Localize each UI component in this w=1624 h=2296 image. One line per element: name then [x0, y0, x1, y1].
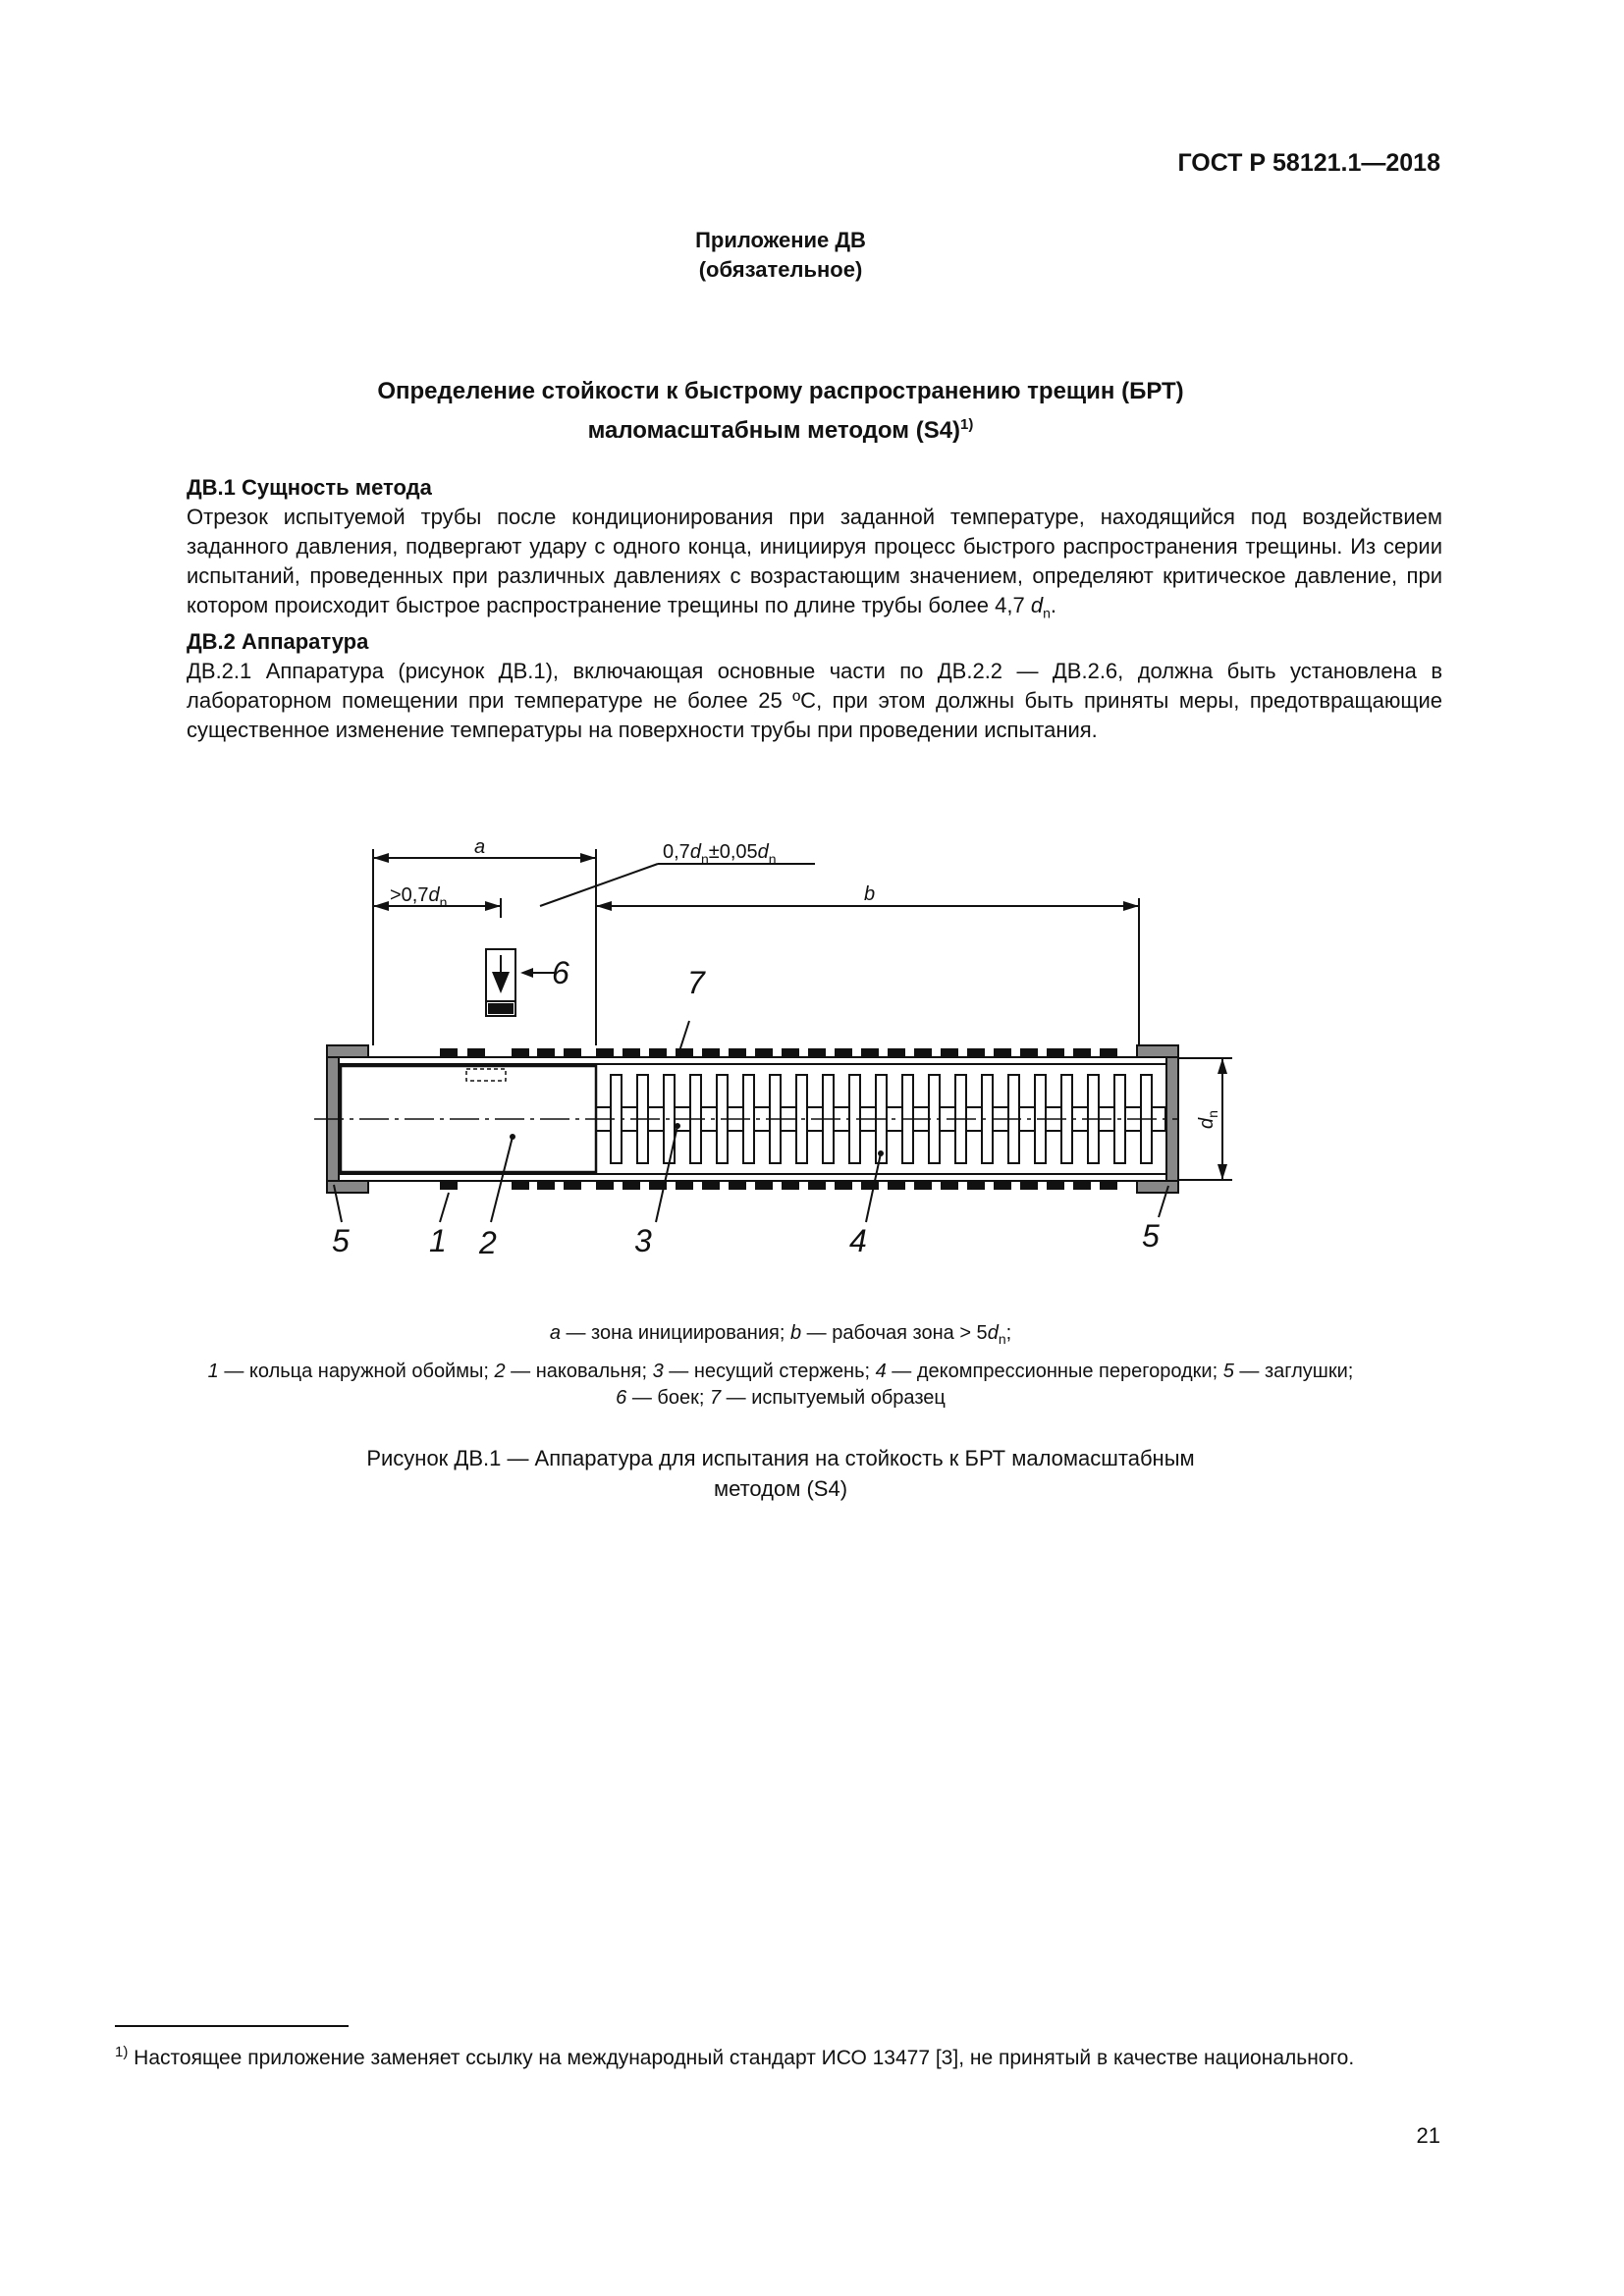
- callout-4: 4: [849, 1223, 867, 1258]
- key-line-1: [0, 1320, 1561, 1353]
- appendix-label: Приложение ДВ: [695, 228, 866, 252]
- key-text-1: — кольца наружной обоймы;: [218, 1361, 495, 1382]
- caption-line-2: методом (S4): [713, 1476, 848, 1501]
- label-tol-n1: n: [700, 851, 709, 867]
- apparatus-diagram: [295, 825, 1276, 1276]
- standard-number: ГОСТ Р 58121.1—2018: [1177, 149, 1440, 177]
- label-b: b: [864, 883, 876, 905]
- label-tol-n2: n: [768, 851, 777, 867]
- label-tol-d2: d: [757, 841, 769, 863]
- callout-5-right: 5: [1142, 1218, 1160, 1254]
- key-num-2: 2: [494, 1361, 506, 1382]
- callout-6: 6: [552, 955, 569, 990]
- key-num-6: 6: [616, 1387, 627, 1409]
- key-num-1: 1: [207, 1361, 219, 1382]
- key-a-text: — зона инициирования;: [560, 1322, 790, 1344]
- arrow-init-left: [373, 901, 389, 911]
- callout-5-left: 5: [332, 1223, 350, 1258]
- appendix-status: (обязательное): [698, 257, 863, 282]
- key-n-sub: n: [998, 1331, 1006, 1347]
- arrow-b-left: [596, 901, 612, 911]
- callout-7: 7: [687, 965, 705, 1000]
- section-1-text: Отрезок испытуемой трубы после кондиционирования при заданной температуре, находящийся под воздействием заданного давления, подвергают удару с одного конца, инициируя процесс быстрого распространения трещины. Из серии испытаний, проведенных при различных давлениях с возрастающим значением, определяют критическое давление, при котором происходит быстрое распространение трещины по длине трубы более 4,7: [187, 505, 1442, 617]
- caption-line-1: Рисунок ДВ.1 — Аппаратура для испытания на стойкость к БРТ маломасштабным: [366, 1446, 1195, 1470]
- key-d-symbol: d: [987, 1322, 999, 1344]
- label-gt07-n: n: [439, 894, 448, 910]
- label-dn-d: d: [1196, 1117, 1218, 1129]
- key-text-4: — декомпрессионные перегородки;: [886, 1361, 1223, 1382]
- key-line-3: [0, 1385, 1561, 1412]
- document-title: [0, 375, 1561, 448]
- page-number: 21: [1416, 2123, 1440, 2148]
- figure-key: [0, 1320, 1561, 1412]
- key-num-3: 3: [652, 1361, 664, 1382]
- key-num-7: 7: [709, 1387, 722, 1409]
- tolerance-leader: [540, 864, 658, 906]
- title-footnote-ref: 1): [960, 416, 974, 433]
- key-text-3: — несущий стержень;: [663, 1361, 876, 1382]
- section-2-heading: ДВ.2 Аппаратура: [187, 629, 369, 655]
- figure-dv1: [295, 825, 1276, 1281]
- arrow-dn-bottom: [1218, 1164, 1227, 1180]
- label-dn-n: n: [1205, 1110, 1220, 1118]
- footnote-separator: [115, 2025, 349, 2027]
- section-2-paragraph: ДВ.2.1 Аппаратура (рисунок ДВ.1), включающая основные части по ДВ.2.2 — ДВ.2.6, должна быть установлена в лабораторном помещении при температуре не более 25 ºС, при этом должны быть приняты меры, предотвращающие существенное изменение температуры на поверхности трубы при проведении испытания.: [187, 659, 1442, 743]
- label-gt07-d: d: [428, 884, 440, 906]
- section-1-heading: ДВ.1 Сущность метода: [187, 475, 432, 500]
- key-text-2: — наковальня;: [505, 1361, 653, 1382]
- figure-caption: [0, 1443, 1561, 1504]
- section-1-end: .: [1050, 593, 1056, 617]
- key-b-text: — рабочая зона > 5: [801, 1322, 988, 1344]
- callout-1: 1: [429, 1223, 447, 1258]
- key-line-2: [0, 1359, 1561, 1385]
- section-1-paragraph: [115, 503, 1442, 627]
- appendix-heading: [0, 226, 1561, 285]
- arrow-a-right: [580, 853, 596, 863]
- section-1-subscript: n: [1043, 605, 1051, 621]
- label-tol-d1: d: [689, 841, 701, 863]
- section-1-symbol: d: [1030, 593, 1044, 617]
- title-line-2-text: маломасштабным методом (S4): [587, 417, 961, 444]
- callout-2: 2: [479, 1225, 497, 1260]
- label-tol-a: 0,7: [663, 841, 690, 863]
- label-tol-b: ±0,05: [708, 841, 758, 863]
- arrow-dn-top: [1218, 1058, 1227, 1074]
- key-a-symbol: a: [549, 1322, 561, 1344]
- section-1: [115, 473, 1442, 745]
- arrow-a-left: [373, 853, 389, 863]
- footnote-text: Настоящее приложение заменяет ссылку на международный стандарт ИСО 13477 [3], не принятый в качестве национального.: [128, 2047, 1355, 2069]
- footnote-mark: 1): [115, 2044, 129, 2060]
- arrow-init-right: [485, 901, 501, 911]
- key-num-4: 4: [875, 1361, 887, 1382]
- key-text-7: — испытуемый образец: [721, 1387, 946, 1409]
- pipe-assembly: [314, 1045, 1178, 1193]
- footnote: [115, 2038, 1442, 2072]
- label-a: a: [474, 836, 486, 858]
- label-gt07-value: >0,7: [390, 884, 429, 906]
- striker: [486, 949, 555, 1016]
- key-line-1-end: ;: [1005, 1322, 1012, 1344]
- key-text-5: — заглушки;: [1233, 1361, 1354, 1382]
- key-b-symbol: b: [789, 1322, 802, 1344]
- callout-3: 3: [634, 1223, 652, 1258]
- label-dn: [1196, 1110, 1220, 1129]
- key-num-5: 5: [1222, 1361, 1234, 1382]
- title-line-1: Определение стойкости к быстрому распространению трещин (БРТ): [377, 378, 1184, 404]
- key-text-6: — боек;: [626, 1387, 710, 1409]
- title-line-2: [0, 408, 1561, 448]
- arrow-b-right: [1123, 901, 1139, 911]
